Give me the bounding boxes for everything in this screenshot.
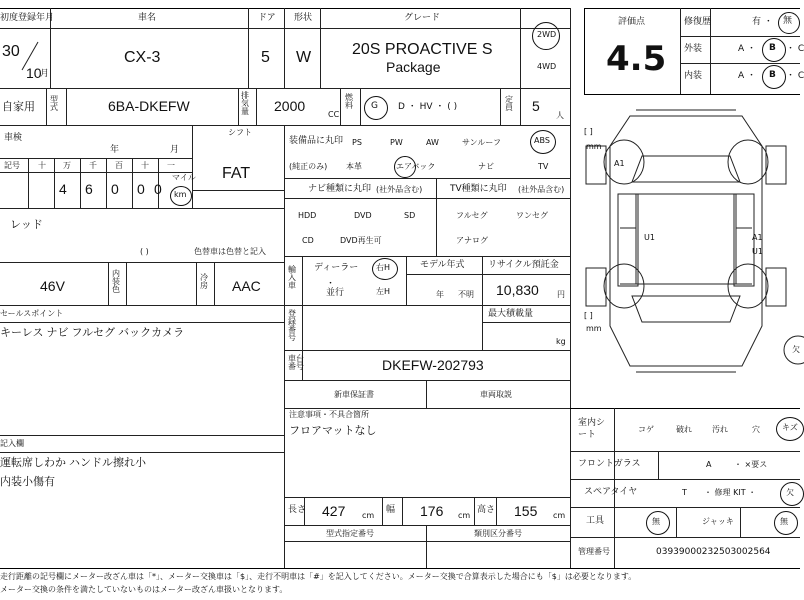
tv-item: フルセグ	[456, 211, 488, 220]
exterior-selected: B	[769, 43, 776, 53]
exterior-a: A ・	[738, 44, 757, 54]
capacity-value: 5	[532, 98, 540, 114]
capacity-label: 定員	[505, 95, 513, 112]
month-unit: 月	[40, 69, 50, 79]
interior-item: コゲ	[638, 425, 654, 434]
inspection-month: 月	[170, 145, 180, 155]
inspection-year: 年	[110, 145, 120, 155]
chassis-label: 車台番号	[288, 354, 304, 371]
ac-value: AAC	[232, 278, 261, 294]
recycle-label: リサイクル預託金	[488, 260, 559, 270]
tv-item: ワンセグ	[516, 211, 548, 220]
damage-right-a1: A1	[752, 233, 763, 242]
equipment-sub: (純正のみ)	[289, 162, 328, 171]
chassis-value: DKEFW-202793	[382, 357, 484, 373]
windshield-label: フロントガラス	[578, 459, 641, 469]
equip-item: サンルーフ	[462, 138, 501, 147]
repair-selected: 無	[783, 16, 793, 26]
spare-label: スペアタイヤ	[584, 487, 638, 497]
odo-digit: 0	[111, 181, 119, 197]
warranty-manual: 車両取説	[480, 390, 512, 399]
model-label: 車名	[138, 13, 157, 23]
ac-label: 冷房	[200, 273, 208, 290]
navi-item: DVD再生可	[340, 236, 382, 245]
reg-number-label: 登録番号	[288, 309, 296, 342]
model-year-year: 年	[436, 290, 444, 299]
mgmt-label: 管理番号	[578, 547, 610, 556]
model-year-label: モデル年式	[420, 260, 465, 270]
odo-unit: 一	[167, 161, 175, 170]
diagram-corner-mark: 欠	[792, 345, 800, 354]
recycle-value: 10,830	[496, 282, 539, 298]
odo-digit: 0	[154, 181, 162, 197]
grade-line1: 20S PROACTIVE S	[352, 41, 493, 58]
navi-item: CD	[302, 236, 314, 245]
odo-digit: 6	[85, 181, 93, 197]
odo-unit: 百	[115, 161, 123, 170]
damage-left-a1: A1	[614, 159, 625, 168]
equip-item: 本革	[346, 162, 362, 171]
equip-item: ABS	[534, 136, 550, 145]
max-load-label: 最大積載量	[488, 309, 534, 319]
use-value: 自家用	[2, 100, 35, 113]
equip-item: エアバック	[396, 162, 436, 171]
odo-unit: 万	[63, 161, 71, 170]
damage-left-u1: U1	[644, 233, 655, 242]
grade-line2: Package	[386, 59, 441, 75]
mgmt-value: 03939000232503002564	[656, 547, 771, 557]
interior-label: 内装	[684, 71, 703, 81]
color-note: 色替車は色替と記入	[194, 247, 266, 256]
color-number: 46V	[40, 278, 65, 294]
windshield-a: A	[706, 460, 712, 469]
interior-a: A ・	[738, 71, 757, 81]
odo-symbol-label: 記号	[4, 161, 20, 170]
model-value: CX-3	[124, 49, 161, 66]
notes-label: 注意事項・不具合箇所	[289, 410, 369, 419]
import-right: 右H	[376, 263, 391, 272]
score-label: 評価点	[618, 17, 646, 27]
length-label: 長さ	[288, 505, 307, 515]
person-unit: 人	[556, 111, 564, 120]
odo-digit: 0	[137, 181, 145, 197]
interior-item: 汚れ	[712, 425, 728, 434]
interior-color-label: 内装色	[112, 269, 120, 294]
navi-item: HDD	[298, 211, 317, 220]
type-spec-label: 型式指定番号	[326, 529, 374, 538]
interior-item: 穴	[752, 425, 760, 434]
import-left: 左H	[376, 287, 391, 296]
interior-selected: キズ	[782, 423, 798, 432]
category-label: 類別区分番号	[474, 529, 522, 538]
shift-value: FAT	[222, 165, 251, 182]
odo-unit: 千	[89, 161, 97, 170]
shift-label: シフト	[228, 128, 252, 137]
warranty-new-car: 新車保証書	[334, 390, 374, 399]
tools-label: 工具	[586, 516, 605, 526]
interior-seat-label: 室内シート	[578, 418, 606, 440]
equip-item: PW	[390, 138, 403, 147]
jack-selected: 無	[780, 517, 788, 526]
shape-label: 形状	[294, 13, 313, 23]
windshield-x: ・ ×要ス	[734, 460, 768, 469]
import-dealer: ディーラー	[314, 263, 359, 273]
model-year-unknown: 不明	[458, 290, 474, 299]
exterior-label: 外装	[684, 44, 703, 54]
equip-item: ナビ	[478, 162, 494, 171]
remarks-line2: 内装小傷有	[0, 476, 55, 488]
sales-text: キーレス ナビ フルセグ バックカメラ	[0, 327, 185, 339]
score-value: 4.5	[606, 39, 667, 79]
color-value: レッド	[10, 219, 43, 231]
navi-item: DVD	[354, 211, 372, 220]
damage-right-u1: U1	[752, 247, 763, 256]
spare-t: T	[682, 488, 687, 497]
displacement-label: 排気量	[241, 91, 249, 116]
interior-c: ・ C	[786, 71, 804, 81]
shape-value: W	[296, 49, 312, 66]
footer-line1: 走行距離の記号欄にメーター改ざん車は「*」、メーター交換車は「$」、走行不明車は「#」を記入してください。メーター交換で合算表示した場合にも「$」は必要となります。	[0, 572, 637, 581]
reg-date-label: 初度登録年月	[0, 13, 55, 23]
drive-4wd: 4WD	[537, 62, 557, 71]
import-parallel: ・ 並行	[326, 279, 345, 298]
height-label: 高さ	[477, 505, 496, 515]
max-load-unit: kg	[556, 337, 566, 346]
tv-sub: (社外品含む)	[518, 185, 565, 194]
cc-unit: CC	[328, 110, 340, 119]
navi-item: SD	[404, 211, 416, 220]
tv-label: TV種類に丸印	[450, 184, 507, 194]
reg-year: 30	[2, 43, 20, 60]
navi-sub: (社外品含む)	[376, 185, 423, 194]
import-label: 輸入車	[288, 265, 296, 290]
footer-line2: メーター交換の条件を満たしていないものはメーター改ざん車扱いとなります。	[0, 585, 288, 594]
reg-month: 10	[26, 65, 42, 81]
inspection-label: 車検	[4, 133, 23, 143]
spare-selected: 欠	[786, 488, 794, 497]
remarks-label: 記入欄	[0, 439, 24, 448]
diagram-bracket: [ ]	[584, 311, 593, 320]
fuel-label: 燃料	[345, 93, 353, 110]
fuel-options: D ・ HV ・ ( )	[398, 102, 458, 112]
repair-options: 有 ・	[752, 17, 773, 27]
odo-unit: 十	[38, 161, 46, 170]
equipment-label: 装備品に丸印	[289, 136, 344, 146]
jack-label: ジャッキ	[702, 517, 734, 526]
height-value: 155	[514, 503, 538, 519]
odo-digit: 4	[59, 181, 67, 197]
drive-2wd: 2WD	[537, 30, 557, 39]
type-label: 型式	[50, 95, 58, 112]
tv-item: アナログ	[456, 236, 488, 245]
equip-item: TV	[538, 162, 549, 171]
interior-selected: B	[769, 70, 776, 80]
diagram-mm-bottom: mm	[586, 324, 602, 333]
fuel-selected: G	[371, 101, 378, 111]
diagram-bracket: [ ]	[584, 127, 593, 136]
width-label: 幅	[386, 505, 396, 515]
height-unit: cm	[553, 511, 566, 520]
grade-label: グレード	[404, 13, 441, 23]
navi-label: ナビ種類に丸印	[308, 184, 372, 194]
door-label: ドア	[258, 13, 276, 23]
odo-unit: 十	[141, 161, 149, 170]
sales-label: セールスポイント	[0, 309, 64, 318]
width-unit: cm	[458, 511, 471, 520]
equip-item: AW	[426, 138, 439, 147]
diagram-mm-top: mm	[586, 142, 602, 151]
color-note-paren: ( )	[140, 247, 149, 256]
car-diagram	[572, 96, 800, 406]
interior-item: 破れ	[676, 425, 692, 434]
remarks-line1: 運転席しわか ハンドル擦れ小	[0, 457, 147, 469]
notes-text: フロアマットなし	[289, 425, 377, 437]
tools-selected: 無	[652, 517, 660, 526]
equip-item: PS	[352, 138, 362, 147]
recycle-unit: 円	[557, 290, 565, 299]
type-value: 6BA-DKEFW	[108, 98, 190, 114]
width-value: 176	[420, 503, 444, 519]
km-label: km	[174, 190, 187, 199]
displacement-value: 2000	[274, 98, 306, 114]
door-value: 5	[261, 49, 270, 66]
repair-label: 修復歴	[684, 17, 712, 27]
length-unit: cm	[362, 511, 375, 520]
spare-kit: ・ 修理 KIT ・	[704, 488, 757, 497]
exterior-c: ・ C	[786, 44, 804, 54]
length-value: 427	[322, 503, 346, 519]
mile-label: マイル	[172, 173, 196, 182]
